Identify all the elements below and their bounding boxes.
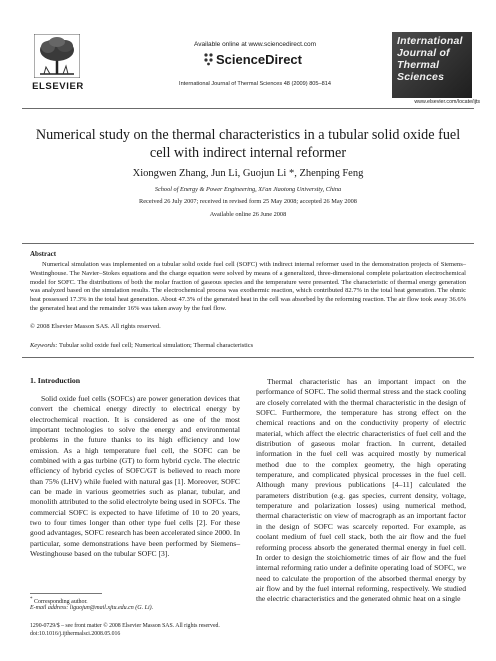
sciencedirect-logo-icon [203, 52, 215, 66]
author-email-note: E-mail address: liguojun@mail.xjtu.edu.cn (G. Li). [30, 605, 154, 611]
journal-url-link[interactable]: www.elsevier.com/locate/ijts [414, 99, 480, 105]
section-heading-introduction: 1. Introduction [30, 376, 81, 385]
abstract-text: Numerical simulation was implemented on a tubular solid oxide fuel cell (SOFC) with indirect internal reformer used in the demonstration projects of Siemens–Westinghouse. The Navier–Stokes equations and the charge equation were solved by means of a generalized, three-dimensional complete polarization electrochemical model for SOFC. The distributions of both the molar fraction of gaseous species and the temperature were presented. The characteristic of thermal energy generation was analyzed based on the simulation results. The electrochemical process was exothermic reaction, which contributed 82.7% in the total heat generation. The ohmic heat possessed 17.3% in the total heat generation. About 47.3% of the generated heat in the cell was absorbed by the reforming reaction. The air flow took away 36.6% the generated heat and the remainder 16% was taken away by the fuel flow. [30, 261, 466, 312]
journal-logo-line: Journal of [397, 47, 450, 59]
intro-left-column: Solid oxide fuel cells (SOFCs) are power generation devices that convert the chemical energy directly to electrical energy by electrochemical reaction. It is considered as one of the most important technologies to solve the energy and environmental problems in the future thanks to its high efficiency and low emission. As a high temperature fuel cell, the SOFC can be combined with a gas turbine (GT) to form hybrid cycle. The electric efficiency of hybrid cycles of SOFC/GT is believed to reach more than 75% (LHV) while fueled with natural gas [1]. Moreover, SOFC can be made in various geometries such as planar, tubular, and monolith attributed to the solid electrolyte being used in SOFCs. The commercial SOFC is expected to have lifetime of 10 to 20 years, two to four times longer than other type fuel cells [2]. For these good advantages, SOFC research has been accelerated since 2000. In particular, some demonstrations have been performed by Siemens–Westinghouse based on the tubular SOFC [3]. [30, 394, 240, 559]
abstract-bottom-rule [22, 357, 474, 358]
footnote-rule [30, 593, 102, 594]
corresponding-author-note [30, 597, 88, 605]
received-dates: Received 26 July 2007; received in revised form 25 May 2008; accepted 26 May 2008 [139, 198, 357, 205]
doi-line: doi:10.1016/j.ijthermalsci.2008.05.016 [30, 631, 121, 637]
article-title: Numerical study on the thermal characteristics in a tubular solid oxide fuel cell with indirect internal reformer [35, 127, 461, 161]
intro-right-column: Thermal characteristic has an important impact on the performance of SOFC. The solid thermal stress and the stack cooling are closely correlated with the thermal characteristic in the design of SOFC. Furthermore, the temperature has strong effect on the chemical reactions and on the conductivity property of electric material, which affect the electric characteristics of fuel cell and the distribution of gaseous molar fraction. In current, detailed information in the fuel cell was acquired mostly by numerical method due to the complex geometry, the high operating temperature, and complicated physical processes in the fuel cell. Although many previous publications [4–11] calculated the parameters distribution (e.g. gas species, current density, voltage, temperature and polarization losses) using numerical method, thermal characteristic on view of macrograph as an important factor in the design of SOFC was scarcely reported. For example, as coolant medium of fuel cell stack, both the air flow and the fuel reforming process absorb the generated thermal energy in fuel cell. In order to design the stoichiometric times of air flow and the fuel internal reforming ratio under a definite operating load of SOFC, we need to calculate the proportion of the absorbed thermal energy by air flow and by the fuel internal reforming, respectively. We studied the electric characteristics and the generated ohmic heat on a single [256, 377, 466, 604]
abstract-heading: Abstract [30, 250, 57, 258]
journal-logo-line: Thermal [397, 59, 440, 71]
sciencedirect-wordmark: ScienceDirect [216, 52, 302, 67]
keywords [30, 342, 466, 349]
abstract-copyright: © 2008 Elsevier Masson SAS. All rights reserved. [30, 323, 161, 330]
footnote-marker: * [30, 597, 33, 602]
keywords-list: Tubular solid oxide fuel cell; Numerical simulation; Thermal characteristics [57, 342, 254, 349]
header-rule [22, 108, 474, 109]
journal-citation: International Journal of Thermal Sciences 48 (2009) 805–814 [179, 81, 331, 87]
issn-line: 1290-0729/$ – see front matter © 2008 Elsevier Masson SAS. All rights reserved. [30, 623, 220, 629]
abstract-top-rule [22, 243, 474, 244]
journal-logo-line: Sciences [397, 71, 445, 83]
publisher-name: ELSEVIER [32, 81, 84, 92]
elsevier-tree-logo [34, 34, 80, 78]
footnote-corresponding: Corresponding author. [34, 599, 88, 605]
article-authors: Xiongwen Zhang, Jun Li, Guojun Li *, Zhenping Feng [132, 168, 364, 179]
journal-logo-line: International [397, 35, 463, 47]
keywords-label: Keywords: [30, 342, 58, 349]
available-online-date: Available online 26 June 2008 [209, 211, 287, 218]
available-online-text: Available online at www.sciencedirect.com [194, 41, 316, 48]
journal-logo [392, 32, 472, 98]
author-affiliation: School of Energy & Power Engineering, Xi'an Jiaotong University, China [154, 186, 342, 193]
